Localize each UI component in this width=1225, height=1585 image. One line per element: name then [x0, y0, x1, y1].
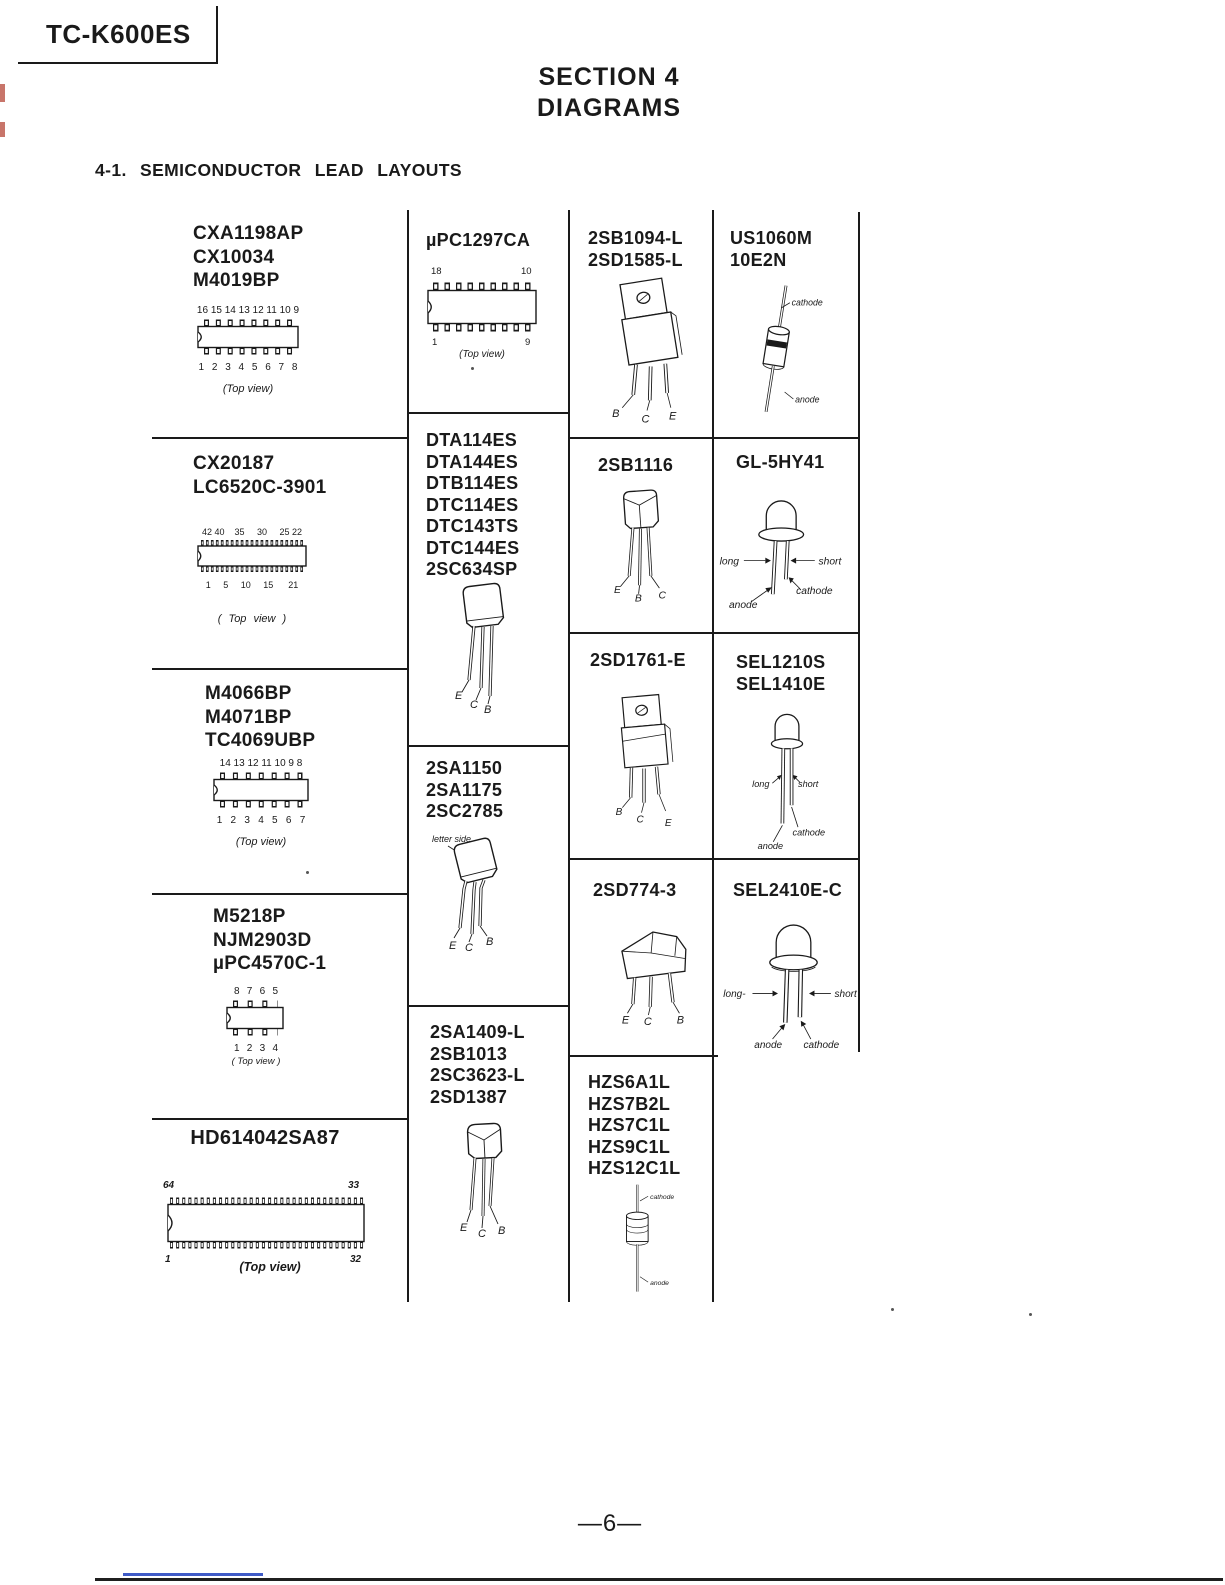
part-number: 2SC634SP — [426, 559, 518, 579]
lead-label-e: E — [669, 410, 677, 423]
part-number: 2SD1387 — [430, 1086, 508, 1107]
grid-divider — [152, 668, 409, 670]
grid-divider — [568, 632, 713, 634]
lead-label-b: B — [615, 807, 623, 819]
cell-hzs-parts — [588, 1072, 680, 1180]
dip42-package-icon — [196, 538, 308, 574]
led-icon — [716, 915, 871, 1050]
pin-number: 10 — [521, 266, 532, 277]
part-number: 2SC2785 — [426, 801, 504, 821]
grid-divider — [712, 210, 714, 1302]
part-number: µPC1297CA — [426, 230, 531, 250]
part-number: CXA1198AP — [193, 223, 304, 244]
short-lead-label: short — [798, 778, 819, 789]
part-number: NJM2903D — [213, 929, 312, 951]
pin-numbers-top: 42 40 35 30 25 22 — [201, 527, 303, 537]
pin-number: 1 — [165, 1254, 171, 1265]
part-number: SEL2410E-C — [733, 880, 843, 900]
part-number: M4019BP — [193, 270, 280, 291]
pin-number: 1 — [432, 337, 438, 348]
cell-m5218p-parts — [213, 905, 326, 976]
dip8-package-icon — [225, 998, 285, 1038]
part-number: HD614042SA87 — [190, 1127, 340, 1149]
grid-divider — [568, 437, 713, 439]
anode-label: anode — [754, 1040, 783, 1052]
part-number: US1060M — [730, 228, 813, 248]
to92-package-icon — [438, 582, 528, 715]
section-title-line1: SECTION 4 — [538, 63, 680, 91]
grid-divider — [152, 437, 409, 439]
section-title — [459, 62, 759, 124]
cell-cxa1198ap-parts — [193, 222, 303, 293]
part-number: 2SB1116 — [598, 455, 674, 475]
zener-diode-icon — [598, 1182, 703, 1297]
pin-number: 64 — [163, 1180, 175, 1191]
cell-sel2410-parts — [733, 880, 842, 902]
to220-package-icon — [594, 686, 694, 831]
pin-numbers-bottom: 1 2 3 4 — [233, 1043, 279, 1054]
part-number: GL-5HY41 — [736, 452, 825, 472]
view-caption: (Top view) — [459, 349, 505, 360]
cell-sb1116-parts — [598, 455, 673, 477]
view-caption: (Top view) — [239, 1260, 301, 1274]
cell-sd1761-parts — [590, 650, 686, 672]
scan-speck — [306, 871, 309, 874]
cathode-label: cathode — [791, 297, 823, 308]
led-icon — [732, 702, 842, 857]
part-number: 2SC3623-L — [430, 1065, 525, 1085]
lead-label-b: B — [486, 936, 494, 948]
grid-divider — [407, 1005, 569, 1007]
lead-label-c: C — [478, 1228, 486, 1240]
part-number: 10E2N — [730, 249, 787, 270]
part-number: CX20187 — [193, 453, 275, 474]
scan-speck — [891, 1308, 894, 1311]
pin-number: 32 — [350, 1254, 362, 1265]
part-number: DTC114ES — [426, 494, 519, 515]
part-number: µPC4570C-1 — [213, 953, 327, 974]
led-icon — [714, 486, 854, 611]
lead-label-c: C — [636, 814, 644, 826]
part-number: TC4069UBP — [205, 730, 316, 751]
pin-numbers-bottom: 1 5 10 15 21 — [205, 580, 299, 590]
cell-sa1409-parts — [430, 1022, 525, 1108]
part-number: 2SD1761-E — [590, 650, 686, 670]
view-caption: (Top view) — [235, 836, 287, 848]
diode-icon — [726, 280, 831, 420]
dip16-package-icon — [196, 317, 300, 357]
lead-label-c: C — [643, 1016, 652, 1029]
cathode-label: cathode — [803, 1040, 840, 1052]
cathode-label: cathode — [792, 827, 826, 838]
dip14-package-icon — [212, 770, 310, 810]
cell-gl5hy41-parts — [736, 452, 824, 474]
part-number: 2SA1409-L — [430, 1022, 525, 1042]
to92-letterside-package-icon — [424, 832, 524, 957]
part-number: 2SA1150 — [426, 758, 503, 778]
pin-numbers-bottom: 1 2 3 4 5 6 7 — [216, 815, 306, 826]
part-number: CX10034 — [193, 246, 275, 268]
cell-cx20187-parts — [193, 452, 327, 499]
dip14-diagram — [212, 758, 310, 848]
lead-label-b: B — [612, 407, 620, 420]
grid-divider — [407, 210, 409, 1302]
part-number: SEL1210S — [736, 652, 826, 672]
pin-number: 9 — [525, 337, 531, 348]
part-number: 2SD774-3 — [593, 880, 677, 900]
lead-label-e: E — [614, 584, 621, 596]
cathode-label: cathode — [650, 1193, 675, 1201]
subsection-heading: 4-1. SEMICONDUCTOR LEAD LAYOUTS — [95, 160, 462, 180]
dip8-diagram — [225, 986, 287, 1067]
part-number: DTC143TS — [426, 516, 519, 536]
part-number: 2SB1013 — [430, 1043, 508, 1064]
cell-sb1094-parts — [588, 228, 683, 271]
model-number-box — [18, 6, 218, 64]
scan-speck — [1029, 1313, 1032, 1316]
part-number: HZS12C1L — [588, 1158, 681, 1178]
anode-label: anode — [728, 600, 758, 612]
lead-label-e: E — [664, 818, 672, 829]
part-number: DTA114ES — [426, 430, 518, 450]
grid-divider — [407, 745, 569, 747]
grid-divider — [152, 893, 409, 895]
section-title-line2: DIAGRAMS — [536, 94, 682, 122]
lead-label-b: B — [498, 1225, 506, 1237]
cell-m4066bp-parts — [205, 682, 315, 753]
grid-divider — [407, 412, 569, 414]
grid-divider — [712, 858, 859, 860]
dip18-package-icon — [426, 280, 538, 336]
cell-sd774-parts — [593, 880, 676, 902]
to220-package-icon — [592, 272, 702, 427]
grid-divider — [568, 210, 570, 1302]
part-number: M5218P — [213, 906, 286, 927]
part-number: SEL1410E — [736, 673, 826, 694]
letter-side-label: letter side — [432, 834, 472, 844]
to92l-package-icon — [600, 918, 705, 1030]
bottom-rule — [95, 1578, 1223, 1581]
part-number: M4066BP — [205, 683, 292, 704]
page-number: —6— — [577, 1510, 643, 1537]
part-number: DTC144ES — [426, 537, 520, 558]
part-number: DTA144ES — [426, 451, 519, 472]
grid-divider — [712, 437, 859, 439]
pin-number: 18 — [431, 266, 442, 277]
blue-underline — [123, 1573, 263, 1576]
cell-dta-parts — [426, 430, 519, 581]
cell-hd614042-parts — [160, 1127, 370, 1150]
view-caption: ( Top view ) — [231, 1056, 281, 1067]
cathode-label: cathode — [796, 586, 833, 598]
lead-label-c: C — [641, 413, 650, 426]
part-number: DTB114ES — [426, 473, 519, 493]
part-number: LC6520C-3901 — [193, 476, 327, 498]
anode-label: anode — [795, 394, 820, 405]
pin-numbers-top: 16 15 14 13 12 11 10 9 — [196, 305, 300, 316]
short-lead-label: short — [834, 989, 857, 1001]
cell-sa1150-parts — [426, 758, 503, 823]
view-caption: ( Top view ) — [217, 613, 287, 625]
cell-us1060-parts — [730, 228, 812, 271]
grid-divider — [712, 632, 859, 634]
grid-divider — [152, 1118, 409, 1120]
scan-artifact — [0, 122, 5, 137]
short-lead-label: short — [818, 556, 842, 568]
anode-label: anode — [650, 1279, 669, 1287]
dip42-diagram — [196, 526, 308, 625]
cell-sel1210-parts — [736, 652, 825, 695]
lead-label-b: B — [484, 704, 492, 716]
lead-label-e: E — [449, 940, 457, 952]
part-number: HZS6A1L — [588, 1072, 671, 1092]
lead-label-b: B — [634, 593, 642, 605]
part-number: 2SD1585-L — [588, 249, 683, 270]
long-lead-label: long — [719, 556, 740, 568]
scan-artifact — [0, 84, 5, 102]
pin-numbers-top: 14 13 12 11 10 9 8 — [219, 758, 303, 769]
model-number: TC-K600ES — [46, 18, 191, 49]
lead-label-c: C — [470, 699, 478, 711]
cell-upc1297-parts — [426, 230, 530, 252]
lead-label-e: E — [621, 1014, 630, 1027]
lead-label-e: E — [460, 1222, 468, 1234]
scan-speck — [471, 367, 474, 370]
lead-label-e: E — [455, 690, 463, 702]
grid-divider — [568, 1055, 718, 1057]
part-number: M4071BP — [205, 706, 292, 728]
grid-divider — [568, 858, 713, 860]
pin-number: 33 — [348, 1180, 360, 1191]
lead-label-b: B — [676, 1014, 684, 1027]
to92-package-icon — [598, 486, 683, 611]
long-lead-label: long — [752, 778, 770, 789]
lead-label-c: C — [658, 590, 666, 602]
part-number: HZS9C1L — [588, 1136, 671, 1157]
part-number: HZS7C1L — [588, 1115, 671, 1135]
long-lead-label: long- — [723, 989, 746, 1001]
dip64-package-icon — [166, 1194, 366, 1252]
part-number: 2SA1175 — [426, 779, 503, 800]
view-caption: (Top view) — [222, 383, 274, 395]
part-number: HZS7B2L — [588, 1093, 671, 1114]
pin-numbers-bottom: 1 2 3 4 5 6 7 8 — [198, 362, 298, 373]
anode-label: anode — [757, 841, 784, 852]
to92-package-icon — [438, 1118, 528, 1248]
dip16-diagram — [196, 305, 300, 395]
pin-numbers-top: 8 7 6 5 — [233, 986, 279, 997]
lead-label-c: C — [465, 942, 473, 954]
part-number: 2SB1094-L — [588, 228, 683, 248]
